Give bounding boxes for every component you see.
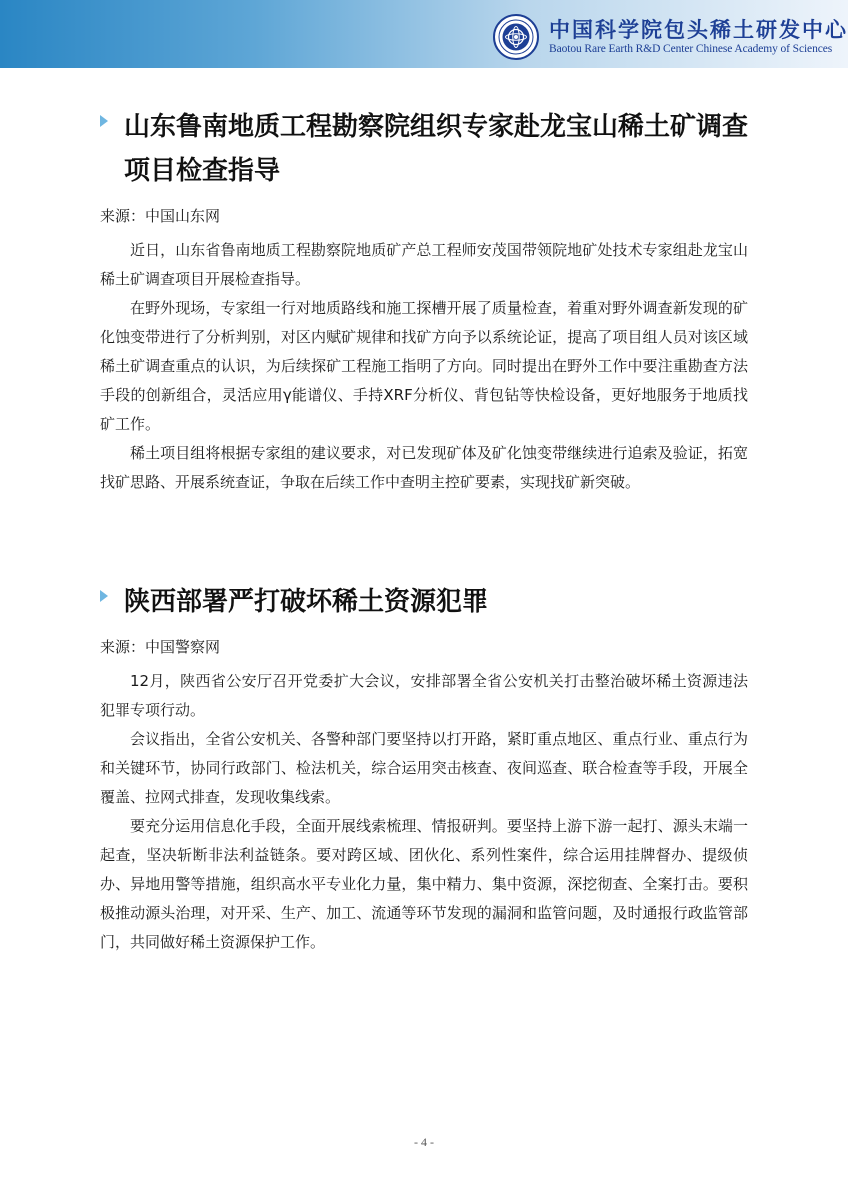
org-name-chinese: 中国科学院包头稀土研发中心 (549, 17, 848, 42)
triangle-bullet-icon (100, 115, 108, 127)
paragraph: 稀土项目组将根据专家组的建议要求，对已发现矿体及矿化蚀变带继续进行追索及验证，拓宽找矿思路、开展系统查证，争取在后续工作中查明主控矿要素，实现找矿新突破。 (100, 444, 748, 491)
article-title-shandong (100, 105, 760, 193)
article-body (100, 236, 748, 497)
article-source: 来源：中国山东网 (100, 207, 221, 225)
article-title-text: 山东鲁南地质工程勘察院组织专家赴龙宝山稀土矿调查项目检查指导 (124, 112, 749, 186)
paragraph: 要充分运用信息化手段，全面开展线索梳理、情报研判。要坚持上游下游一起打、源头末端一起查，坚决斩断非法利益链条。要对跨区域、团伙化、系列性案件，综合运用挂牌督办、提级侦办、异地用警等措施，组织高水平专业化力量，集中精力、集中资源，深挖彻查、全案打击。要积极推动源头治理，对开采、生产、加工、流通等环节发现的漏洞和监管问题，及时通报行政监管部门，共同做好稀土资源保护工作。 (100, 817, 748, 951)
paragraph: 会议指出，全省公安机关、各警种部门要坚持以打开路，紧盯重点地区、重点行业、重点行为和关键环节，协同行政部门、检法机关，综合运用突击核查、夜间巡查、联合检查等手段，开展全覆盖、拉网式排查，发现收集线索。 (100, 730, 748, 806)
article-source: 来源：中国警察网 (100, 638, 221, 656)
paragraph: 近日，山东省鲁南地质工程勘察院地质矿产总工程师安茂国带领院地矿处技术专家组赴龙宝山稀土矿调查项目开展检查指导。 (100, 241, 748, 288)
page-number: - 4 - (414, 1135, 434, 1149)
triangle-bullet-icon (100, 590, 108, 602)
paragraph: 在野外现场，专家组一行对地质路线和施工探槽开展了质量检查，着重对野外调查新发现的矿化蚀变带进行了分析判别，对区内赋矿规律和找矿方向予以系统论证，提高了项目组人员对该区域稀土矿调查重点的认识，为后续探矿工程施工指明了方向。同时提出在野外工作中要注重勘查方法手段的创新组合，灵活应用γ能谱仪、手持XRF分析仪、背包钻等快检设备，更好地服务于地质找矿工作。 (100, 299, 748, 433)
org-name-english: Baotou Rare Earth R&D Center Chinese Academy of Sciences (549, 43, 833, 55)
article-body (100, 667, 748, 957)
paragraph: 12月，陕西省公安厅召开党委扩大会议，安排部署全省公安机关打击整治破坏稀土资源违法犯罪专项行动。 (100, 672, 748, 719)
article-title-shaanxi (100, 580, 760, 624)
article-title-text: 陕西部署严打破坏稀土资源犯罪 (124, 587, 489, 617)
cas-logo-icon (493, 14, 539, 60)
